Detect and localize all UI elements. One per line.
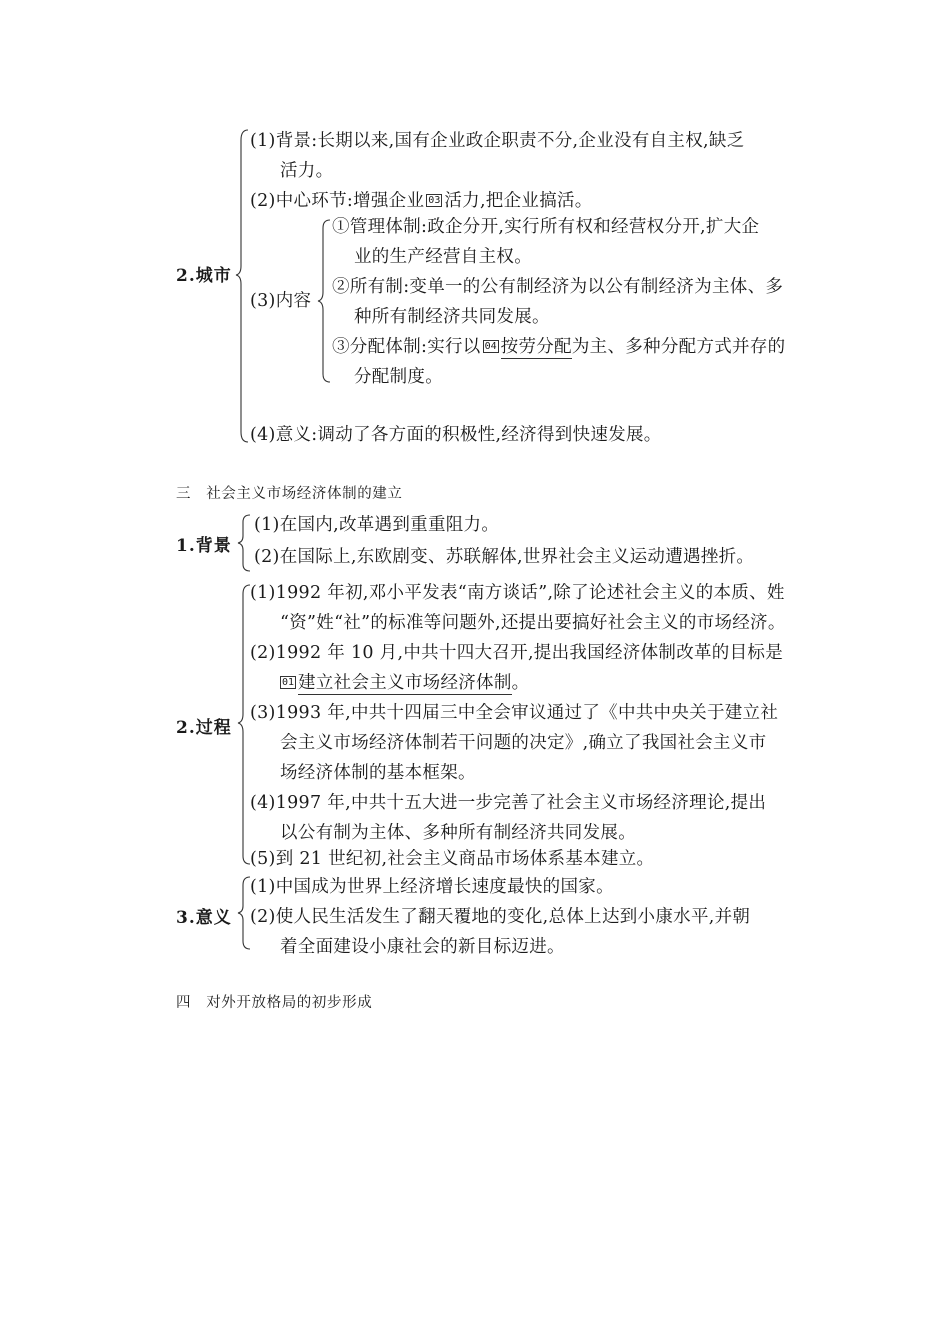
process-3-line-1: (3)1993 年,中共十四届三中全会审议通过了《中共中央关于建立社 [250, 703, 779, 723]
blank-number-01: 01 [282, 677, 295, 688]
section-4-title: 四 对外开放格局的初步形成 [176, 995, 373, 1011]
significance-1: (1)中国成为世界上经济增长速度最快的国家。 [250, 877, 614, 897]
content-brace [318, 218, 332, 386]
content-3-line-1 [332, 332, 785, 362]
content-1-line-1: ①管理体制:政企分开,实行所有权和经营权分开,扩大企 [332, 217, 760, 237]
background-brace [238, 514, 252, 572]
city-item-2-suffix: 活力,把企业搞活。 [444, 191, 593, 211]
background-label: 1.背景 [176, 536, 232, 556]
section-3-title: 三 社会主义市场经济体制的建立 [176, 486, 403, 502]
process-label: 2.过程 [176, 718, 232, 738]
process-5: (5)到 21 世纪初,社会主义商品市场体系基本建立。 [250, 849, 655, 869]
content-2-line-2: 种所有制经济共同发展。 [354, 307, 550, 327]
process-1-line-1: (1)1992 年初,邓小平发表“南方谈话”,除了论述社会主义的本质、姓 [250, 583, 785, 603]
content-3-line-2: 分配制度。 [354, 367, 443, 387]
process-1-line-2: “资”姓“社”的标准等问题外,还提出要搞好社会主义的市场经济。 [280, 613, 786, 633]
answer-distribution: 按劳分配 [500, 337, 572, 357]
city-item-2-prefix: (2)中心环节:增强企业 [250, 191, 425, 211]
content-1-line-2: 业的生产经营自主权。 [354, 247, 532, 267]
significance-2-line-1: (2)使人民生活发生了翻天覆地的变化,总体上达到小康水平,并朝 [250, 907, 751, 927]
process-2-line-1: (2)1992 年 10 月,中共十四大召开,提出我国经济体制改革的目标是 [250, 643, 784, 663]
blank-number-03: 03 [428, 195, 441, 206]
city-item-1-line-1: (1)背景:长期以来,国有企业政企职责不分,企业没有自主权,缺乏 [250, 131, 745, 151]
city-item-1-line-2: 活力。 [280, 161, 334, 181]
significance-label: 3.意义 [176, 908, 232, 928]
city-label: 2.城市 [176, 266, 232, 286]
content-2-line-1: ②所有制:变单一的公有制经济为以公有制经济为主体、多 [332, 277, 784, 297]
process-4-line-2: 以公有制为主体、多种所有制经济共同发展。 [280, 823, 636, 843]
process-3-line-3: 场经济体制的基本框架。 [280, 763, 476, 783]
content-3-prefix: ③分配体制:实行以 [332, 337, 481, 357]
city-item-3-label: (3)内容 [250, 291, 312, 311]
background-item-1: (1)在国内,改革遇到重重阻力。 [254, 515, 500, 535]
background-item-2: (2)在国际上,东欧剧变、苏联解体,世界社会主义运动遭遇挫折。 [254, 547, 755, 567]
city-item-4: (4)意义:调动了各方面的积极性,经济得到快速发展。 [250, 425, 662, 445]
process-2-line-2 [278, 668, 529, 698]
significance-2-line-2: 着全面建设小康社会的新目标迈进。 [280, 937, 565, 957]
process-2-end: 。 [511, 673, 530, 693]
blank-number-04: 04 [484, 341, 497, 352]
content-3-suffix: 为主、多种分配方式并存的 [571, 337, 786, 357]
process-4-line-1: (4)1997 年,中共十五大进一步完善了社会主义市场经济理论,提出 [250, 793, 767, 813]
process-3-line-2: 会主义市场经济体制若干问题的决定》,确立了我国社会主义市 [280, 733, 767, 753]
answer-market-economy: 建立社会主义市场经济体制 [298, 673, 512, 693]
